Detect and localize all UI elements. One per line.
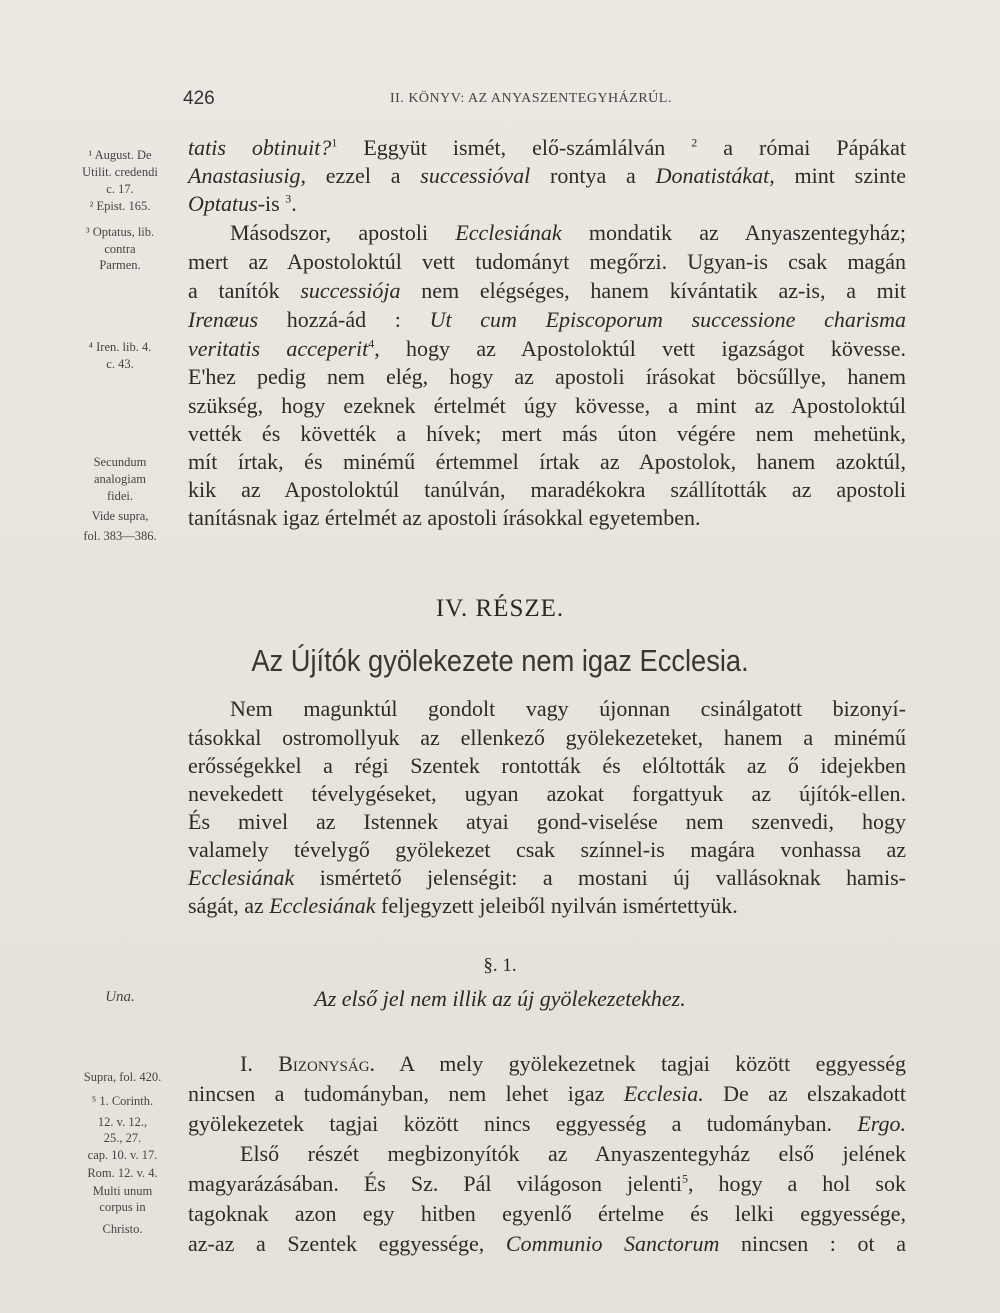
subsection-number: §. 1. xyxy=(483,955,517,976)
text-line: Optatus-is $^3$. xyxy=(188,191,297,216)
text-line: magyarázásában. És Sz. Pál világoson jelenti$^5$, hogy a hol sok xyxy=(188,1171,906,1196)
text-line: ságát, az Ecclesiának feljegyzett jeleiből nyilván ismértettyük. xyxy=(188,893,738,918)
margin-note: cap. 10. v. 17. xyxy=(87,1148,158,1162)
text-line: Első részét megbizonyítók az Anyaszentegyház első jelének xyxy=(240,1141,906,1166)
text-line: Irenæus hozzá-ád : Ut cum Episcoporum successione charisma xyxy=(188,307,906,332)
margin-note: c. 43. xyxy=(106,357,134,371)
margin-note: Rom. 12. v. 4. xyxy=(87,1166,158,1180)
margin-note: Secundum xyxy=(93,455,147,469)
text-line: Másodszor, apostoli Ecclesiának mondatik az Anyaszentegyház; xyxy=(230,220,907,245)
text-line: a tanítók successiója nem elégséges, hanem kívántatik az-is, a mit xyxy=(188,278,907,303)
text-line: erősségekkel a régi Szentek rontották és elóltották az ő idejekben xyxy=(188,753,906,778)
proof-label: I. Bizonyság. xyxy=(240,1051,376,1076)
margin-note: Multi unum xyxy=(92,1184,153,1198)
margin-note: corpus in xyxy=(99,1200,146,1214)
text-line: szükség, hogy ezeknek értelmét úgy kövesse, a mint az Apostoloktúl xyxy=(188,393,906,418)
section-title: Az Újítók gyölekezete nem igaz Ecclesia. xyxy=(251,643,749,678)
text-line: I. Bizonyság. A mely gyölekezetnek tagjai között eggyesség xyxy=(240,1051,906,1076)
margin-note: 25., 27. xyxy=(103,1131,142,1145)
margin-note: Vide supra, xyxy=(91,509,149,523)
margin-note: Utilit. credendi xyxy=(82,165,158,179)
margin-note: c. 17. xyxy=(106,182,134,196)
running-head: II. KÖNYV: AZ ANYASZENTEGYHÁZRÚL. xyxy=(390,91,672,106)
margin-note: ³ Optatus, lib. xyxy=(85,225,155,239)
margin-note: ¹ August. De xyxy=(88,148,152,162)
text-line: E'hez pedig nem elég, hogy az apostoli írásokat böcsűllye, hanem xyxy=(188,364,906,389)
text-line: mert az Apostoloktúl vett tudományt megőrzi. Ugyan-is csak magán xyxy=(188,249,906,274)
page-number: 426 xyxy=(183,88,215,109)
margin-note: fidei. xyxy=(106,489,134,503)
margin-note: Supra, fol. 420. xyxy=(83,1070,162,1084)
subsection-title: Az első jel nem illik az új gyölekezetekhez. xyxy=(314,986,686,1011)
text-line: gyölekezetek tagjai között nincs eggyesség a tudományban. Ergo. xyxy=(188,1111,907,1136)
margin-note: fol. 383—386. xyxy=(83,529,157,543)
text-line: tagoknak azon egy hitben egyenlő értelme és lelki eggyessége, xyxy=(188,1201,906,1226)
margin-note: ² Epist. 165. xyxy=(89,199,151,213)
text-line: kik az Apostoloktúl tanúlván, maradékokra szállították az apostoli xyxy=(188,477,906,502)
text-line: Nem magunktúl gondolt vagy újonnan csinálgatott bizonyí- xyxy=(230,696,906,721)
text-line: nevekedett tévelygéseket, ugyan azokat forgattyuk az újítók-ellen. xyxy=(188,781,906,806)
text-line: tatis obtinuit?$^1$ Eggyüt ismét, elő-számlálván $^2$ a római Pápákat xyxy=(188,135,906,160)
text-line: Anastasiusig, ezzel a successióval rontya a Donatistákat, mint szinte xyxy=(188,163,906,188)
page-header xyxy=(0,88,1000,112)
text-line: vették és követték a hívek; mert más úton végére nem mehetünk, xyxy=(188,421,906,446)
text-line: És mivel az Istennek atyai gond-viselése nem szenvedi, hogy xyxy=(188,809,906,834)
text-line: valamely tévelygő gyölekezet csak színnel-is magára vonhassa az xyxy=(188,837,906,862)
text-line: tásokkal ostromollyuk az ellenkező gyölekezeteket, hanem a minémű xyxy=(188,725,906,750)
margin-note: 12. v. 12., xyxy=(97,1115,148,1129)
margin-note: ⁴ Iren. lib. 4. xyxy=(88,340,152,354)
margin-note: ⁵ 1. Corinth. xyxy=(91,1094,154,1108)
text-line: mít írtak, és minémű értemmel írtak az Apostolok, hanem azoktúl, xyxy=(188,449,906,474)
margin-note: Christo. xyxy=(102,1222,143,1236)
margin-note: Parmen. xyxy=(99,258,141,272)
text-line: veritatis acceperit$^4$, hogy az Apostoloktúl vett igazságot kövesse. xyxy=(188,336,906,361)
part-heading: IV. RÉSZE. xyxy=(435,595,565,622)
margin-note: contra xyxy=(104,242,136,256)
text-line: nincsen a tudományban, nem lehet igaz Ecclesia. De az elszakadott xyxy=(188,1081,907,1106)
text-line: tanításnak igaz értelmét az apostoli írásokkal egyetemben. xyxy=(188,505,701,530)
text-line: az-az a Szentek eggyessége, Communio Sanctorum nincsen : ot a xyxy=(188,1231,906,1256)
margin-note: analogiam xyxy=(93,472,147,486)
margin-note: Una. xyxy=(105,989,135,1005)
text-line: Ecclesiának ismértető jelenségit: a mostani új vallásoknak hamis- xyxy=(188,865,907,890)
